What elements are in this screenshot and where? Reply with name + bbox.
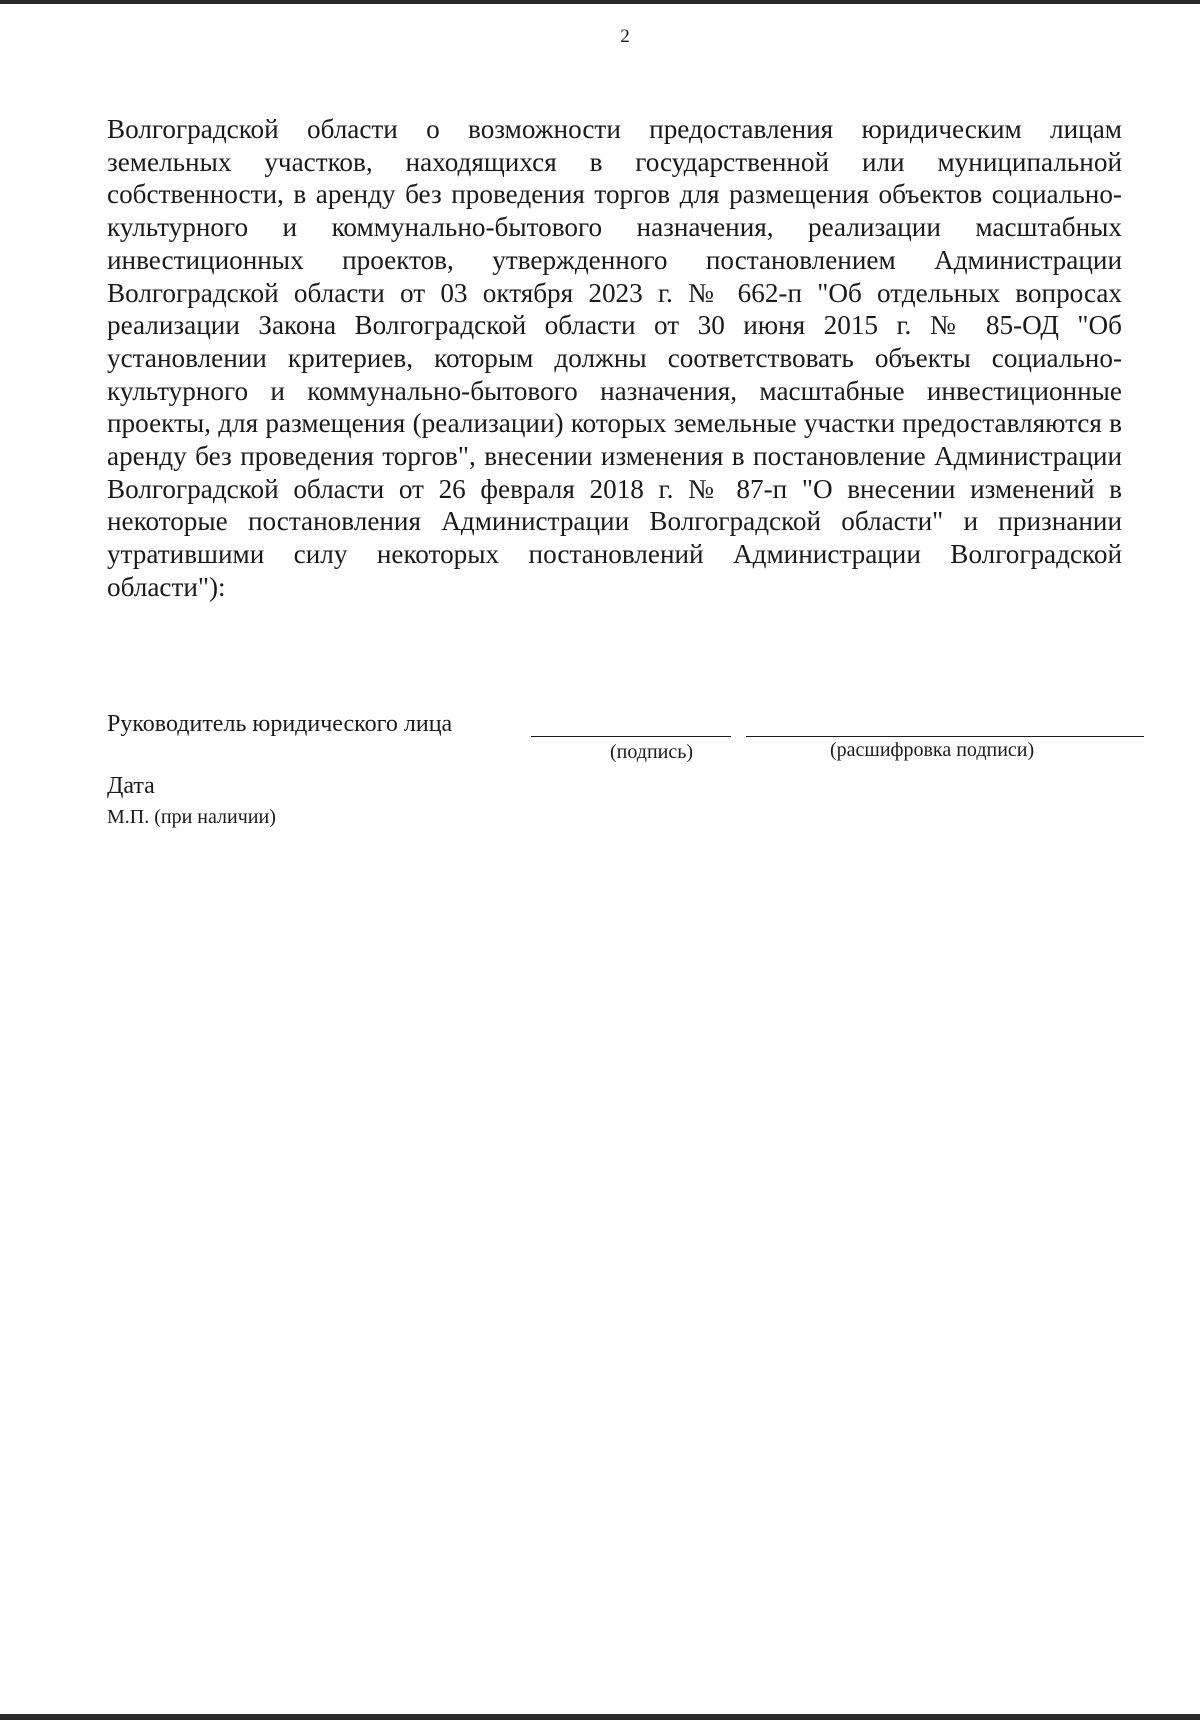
signature-decoding-caption: (расшифровка подписи) [830, 739, 1035, 761]
scan-edge-bottom [0, 1714, 1200, 1720]
seal-label: М.П. (при наличии) [107, 806, 276, 828]
signer-label: Руководитель юридического лица [107, 711, 453, 737]
date-label: Дата [107, 773, 155, 799]
signature-caption: (подпись) [610, 741, 694, 763]
signature-decoding-line [746, 736, 1144, 737]
scan-edge-top [0, 0, 1200, 4]
signature-line [531, 736, 731, 737]
page-number: 2 [620, 26, 630, 47]
body-paragraph: Волгоградской области о возможности предоставления юридическим лицам земельных участков, находящихся в государственной или муниципальной собственности, в аренду без проведения торгов для размещения объектов социально-культурного и коммунально-бытового назначения, реализации масштабных инвестиционных проектов, утвержденного постановлением Администрации Волгоградской области от 03 октября 2023 г. № 662-п "Об отдельных вопросах реализации Закона Волгоградской области от 30 июня 2015 г. № 85-ОД "Об установлении критериев, которым должны соответствовать объекты социально-культурного и коммунально-бытового назначения, масштабные инвестиционные проекты, для размещения (реализации) которых земельные участки предоставляются в аренду без проведения торгов", внесении изменения в постановление Администрации Волгоградской области от 26 февраля 2018 г. № 87-п "О внесении изменений в некоторые постановления Администрации Волгоградской области" и признании утратившими силу некоторых постановлений Администрации Волгоградской области"): [107, 114, 1122, 602]
